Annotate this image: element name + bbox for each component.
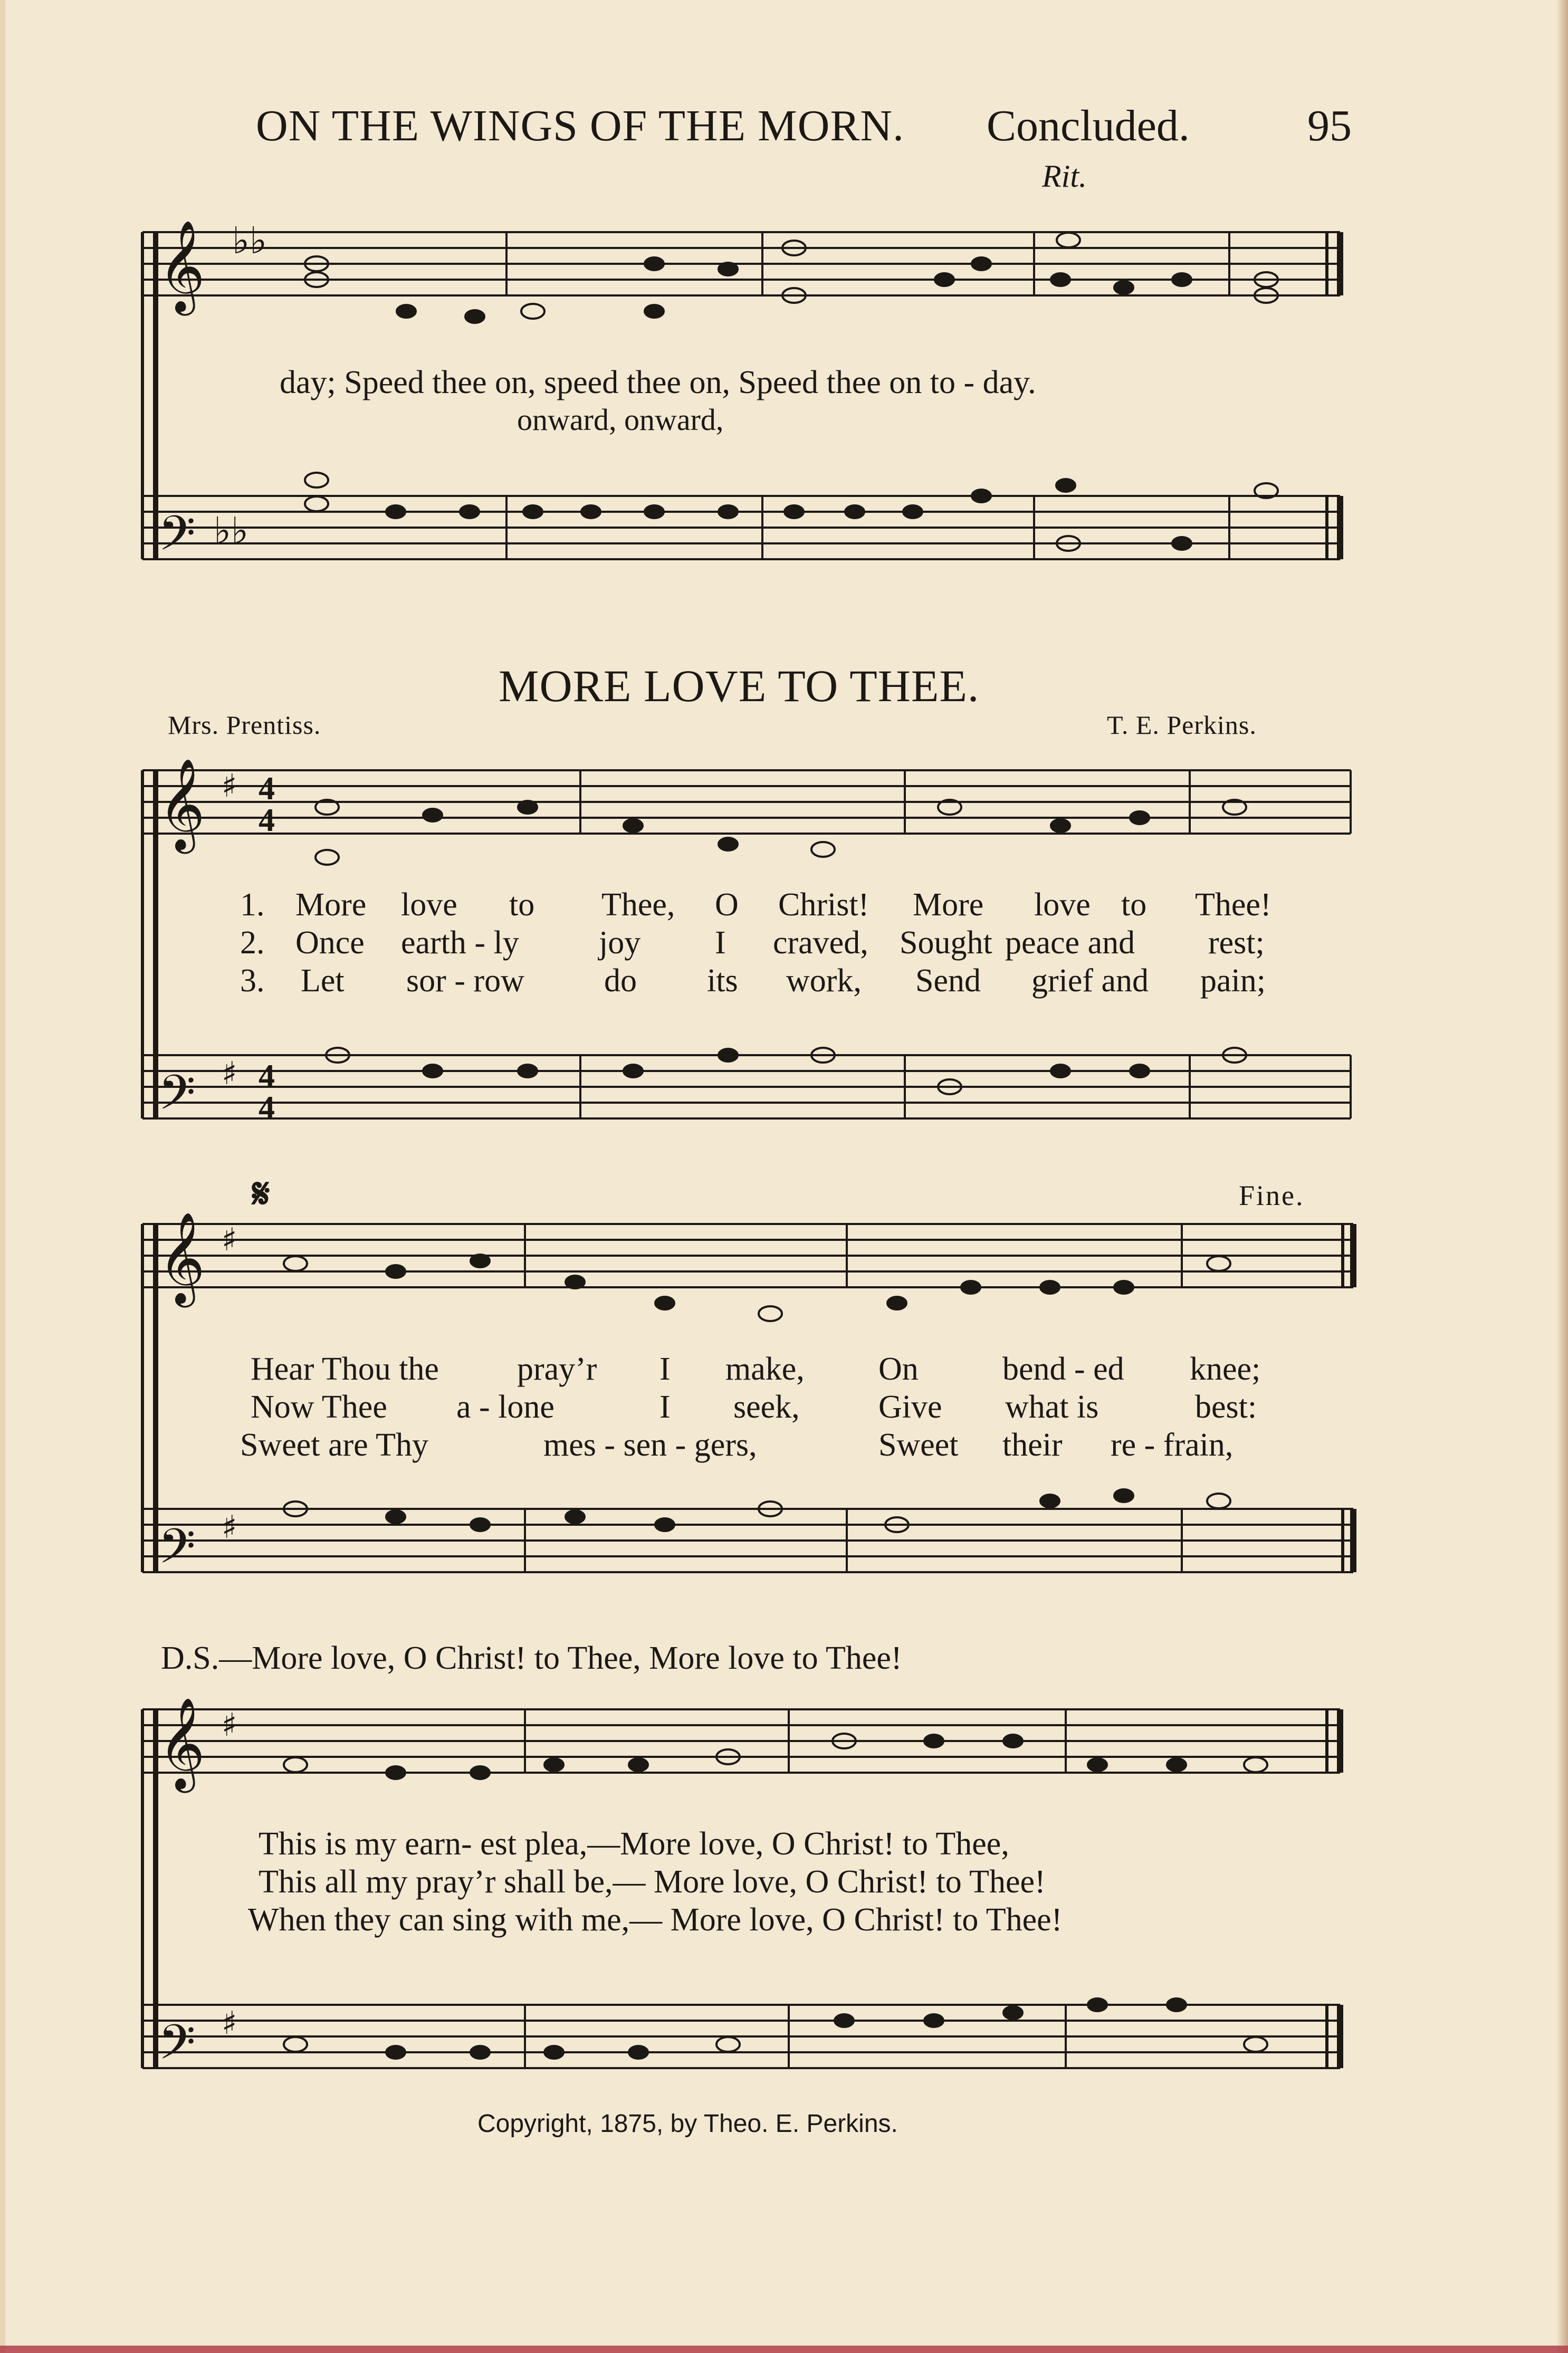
lyric-line-1: day; Speed thee on, speed thee on, Speed thee on to - day. bbox=[280, 365, 1036, 400]
staff-bass-4 bbox=[142, 2005, 1340, 2068]
verse-word: Sweet bbox=[878, 1427, 959, 1463]
staff-bass-1 bbox=[142, 496, 1340, 559]
verse-number: 1. bbox=[240, 887, 265, 923]
verse-word: I bbox=[715, 925, 726, 961]
verse-word: bend - ed bbox=[1002, 1351, 1124, 1387]
verse-word: do bbox=[604, 963, 637, 999]
svg-text:𝄞: 𝄞 bbox=[158, 758, 205, 850]
verse-word: Send bbox=[915, 963, 981, 999]
verse-number: 2. bbox=[240, 925, 265, 961]
verse-word: earth - ly bbox=[401, 925, 519, 961]
staff-treble-4 bbox=[142, 1709, 1340, 1773]
running-title: ON THE WINGS OF THE MORN. bbox=[256, 101, 905, 150]
svg-text:𝄢: 𝄢 bbox=[158, 1518, 196, 1586]
verse-word: re - frain, bbox=[1111, 1427, 1234, 1463]
verse-word: work, bbox=[786, 963, 862, 999]
staff-treble-3 bbox=[142, 1224, 1353, 1287]
verse-word: Thee! bbox=[1195, 887, 1271, 923]
verse-word: joy bbox=[599, 925, 641, 961]
verse-word: Now Thee bbox=[251, 1389, 387, 1425]
ritardando-mark: Rit. bbox=[1042, 159, 1087, 194]
svg-text:𝄞: 𝄞 bbox=[158, 1212, 205, 1304]
refrain-line-3: When they can sing with me,— More love, O Christ! to Thee! bbox=[248, 1902, 1063, 1938]
verse-word: what is bbox=[1005, 1389, 1099, 1425]
svg-text:4: 4 bbox=[259, 802, 275, 838]
verse-word: I bbox=[659, 1351, 671, 1387]
fine-mark: Fine. bbox=[1239, 1180, 1305, 1211]
svg-text:4: 4 bbox=[259, 1058, 275, 1094]
verse-word: I bbox=[659, 1389, 671, 1425]
svg-text:♯: ♯ bbox=[222, 1221, 237, 1258]
verse-word: Give bbox=[878, 1389, 942, 1425]
svg-text:♯: ♯ bbox=[222, 1707, 237, 1744]
verse-word: O bbox=[715, 887, 739, 923]
verse-word: knee; bbox=[1190, 1351, 1261, 1387]
svg-text:♯: ♯ bbox=[222, 768, 237, 805]
concluded-label: Concluded. bbox=[987, 101, 1190, 150]
svg-text:♯: ♯ bbox=[222, 1509, 237, 1546]
verse-word: Once bbox=[295, 925, 365, 961]
verse-word: More bbox=[295, 887, 367, 923]
svg-text:♭♭: ♭♭ bbox=[232, 219, 267, 262]
verse-word: Hear Thou the bbox=[251, 1351, 439, 1387]
verse-word: to bbox=[1121, 887, 1147, 923]
verse-word: to bbox=[509, 887, 535, 923]
verse-word: Let bbox=[301, 963, 345, 999]
svg-text:𝄢: 𝄢 bbox=[158, 505, 196, 573]
song-title: MORE LOVE TO THEE. bbox=[499, 661, 980, 711]
composer-credit: T. E. Perkins. bbox=[1107, 710, 1257, 740]
refrain-line-2: This all my pray’r shall be,— More love, O Christ! to Thee! bbox=[259, 1864, 1046, 1900]
verse-word: Sweet are Thy bbox=[240, 1427, 428, 1463]
page-bottom-edge bbox=[0, 2346, 1568, 2353]
svg-text:𝄞: 𝄞 bbox=[158, 1697, 205, 1789]
verse-word: mes - sen - gers, bbox=[543, 1427, 757, 1463]
verse-word: love bbox=[401, 887, 457, 923]
segno-sign: 𝄋 bbox=[252, 1171, 270, 1217]
svg-text:♯: ♯ bbox=[222, 2005, 237, 2042]
verse-word: its bbox=[707, 963, 738, 999]
lyric-line-1-under: onward, onward, bbox=[517, 403, 724, 437]
verse-word: More bbox=[913, 887, 984, 923]
svg-text:4: 4 bbox=[259, 771, 275, 807]
verse-word: make, bbox=[725, 1351, 805, 1387]
refrain-line-1: This is my earn- est plea,—More love, O Christ! to Thee, bbox=[259, 1826, 1009, 1862]
verse-word: their bbox=[1002, 1427, 1063, 1463]
svg-text:𝄢: 𝄢 bbox=[158, 1065, 196, 1132]
verse-word: grief and bbox=[1031, 963, 1149, 999]
verse-word: Christ! bbox=[778, 887, 869, 923]
svg-text:♭♭: ♭♭ bbox=[214, 509, 249, 552]
dal-segno-line: D.S.—More love, O Christ! to Thee, More love to Thee! bbox=[161, 1640, 902, 1676]
verse-number: 3. bbox=[240, 963, 265, 999]
svg-text:♯: ♯ bbox=[222, 1055, 237, 1092]
staff-bass-2 bbox=[142, 1055, 1351, 1118]
verse-word: peace and bbox=[1005, 925, 1135, 961]
verse-word: seek, bbox=[733, 1389, 800, 1425]
staff-bass-3 bbox=[142, 1509, 1353, 1572]
svg-text:𝄢: 𝄢 bbox=[158, 2014, 196, 2082]
page-number: 95 bbox=[1307, 101, 1352, 150]
staff-treble-2 bbox=[142, 770, 1351, 834]
verse-word: rest; bbox=[1208, 925, 1265, 961]
verse-word: Sought bbox=[900, 925, 992, 961]
svg-text:4: 4 bbox=[259, 1090, 275, 1126]
verse-word: pain; bbox=[1200, 963, 1266, 999]
verse-word: pray’r bbox=[517, 1351, 597, 1387]
verse-word: craved, bbox=[773, 925, 868, 961]
svg-text:𝄞: 𝄞 bbox=[158, 220, 205, 312]
verse-word: sor - row bbox=[406, 963, 524, 999]
verse-word: Thee, bbox=[601, 887, 675, 923]
verse-word: love bbox=[1034, 887, 1091, 923]
verse-word: On bbox=[878, 1351, 919, 1387]
verse-word: best: bbox=[1195, 1389, 1257, 1425]
copyright-notice: Copyright, 1875, by Theo. E. Perkins. bbox=[477, 2110, 898, 2138]
verse-word: a - lone bbox=[456, 1389, 554, 1425]
author-credit: Mrs. Prentiss. bbox=[168, 710, 321, 740]
